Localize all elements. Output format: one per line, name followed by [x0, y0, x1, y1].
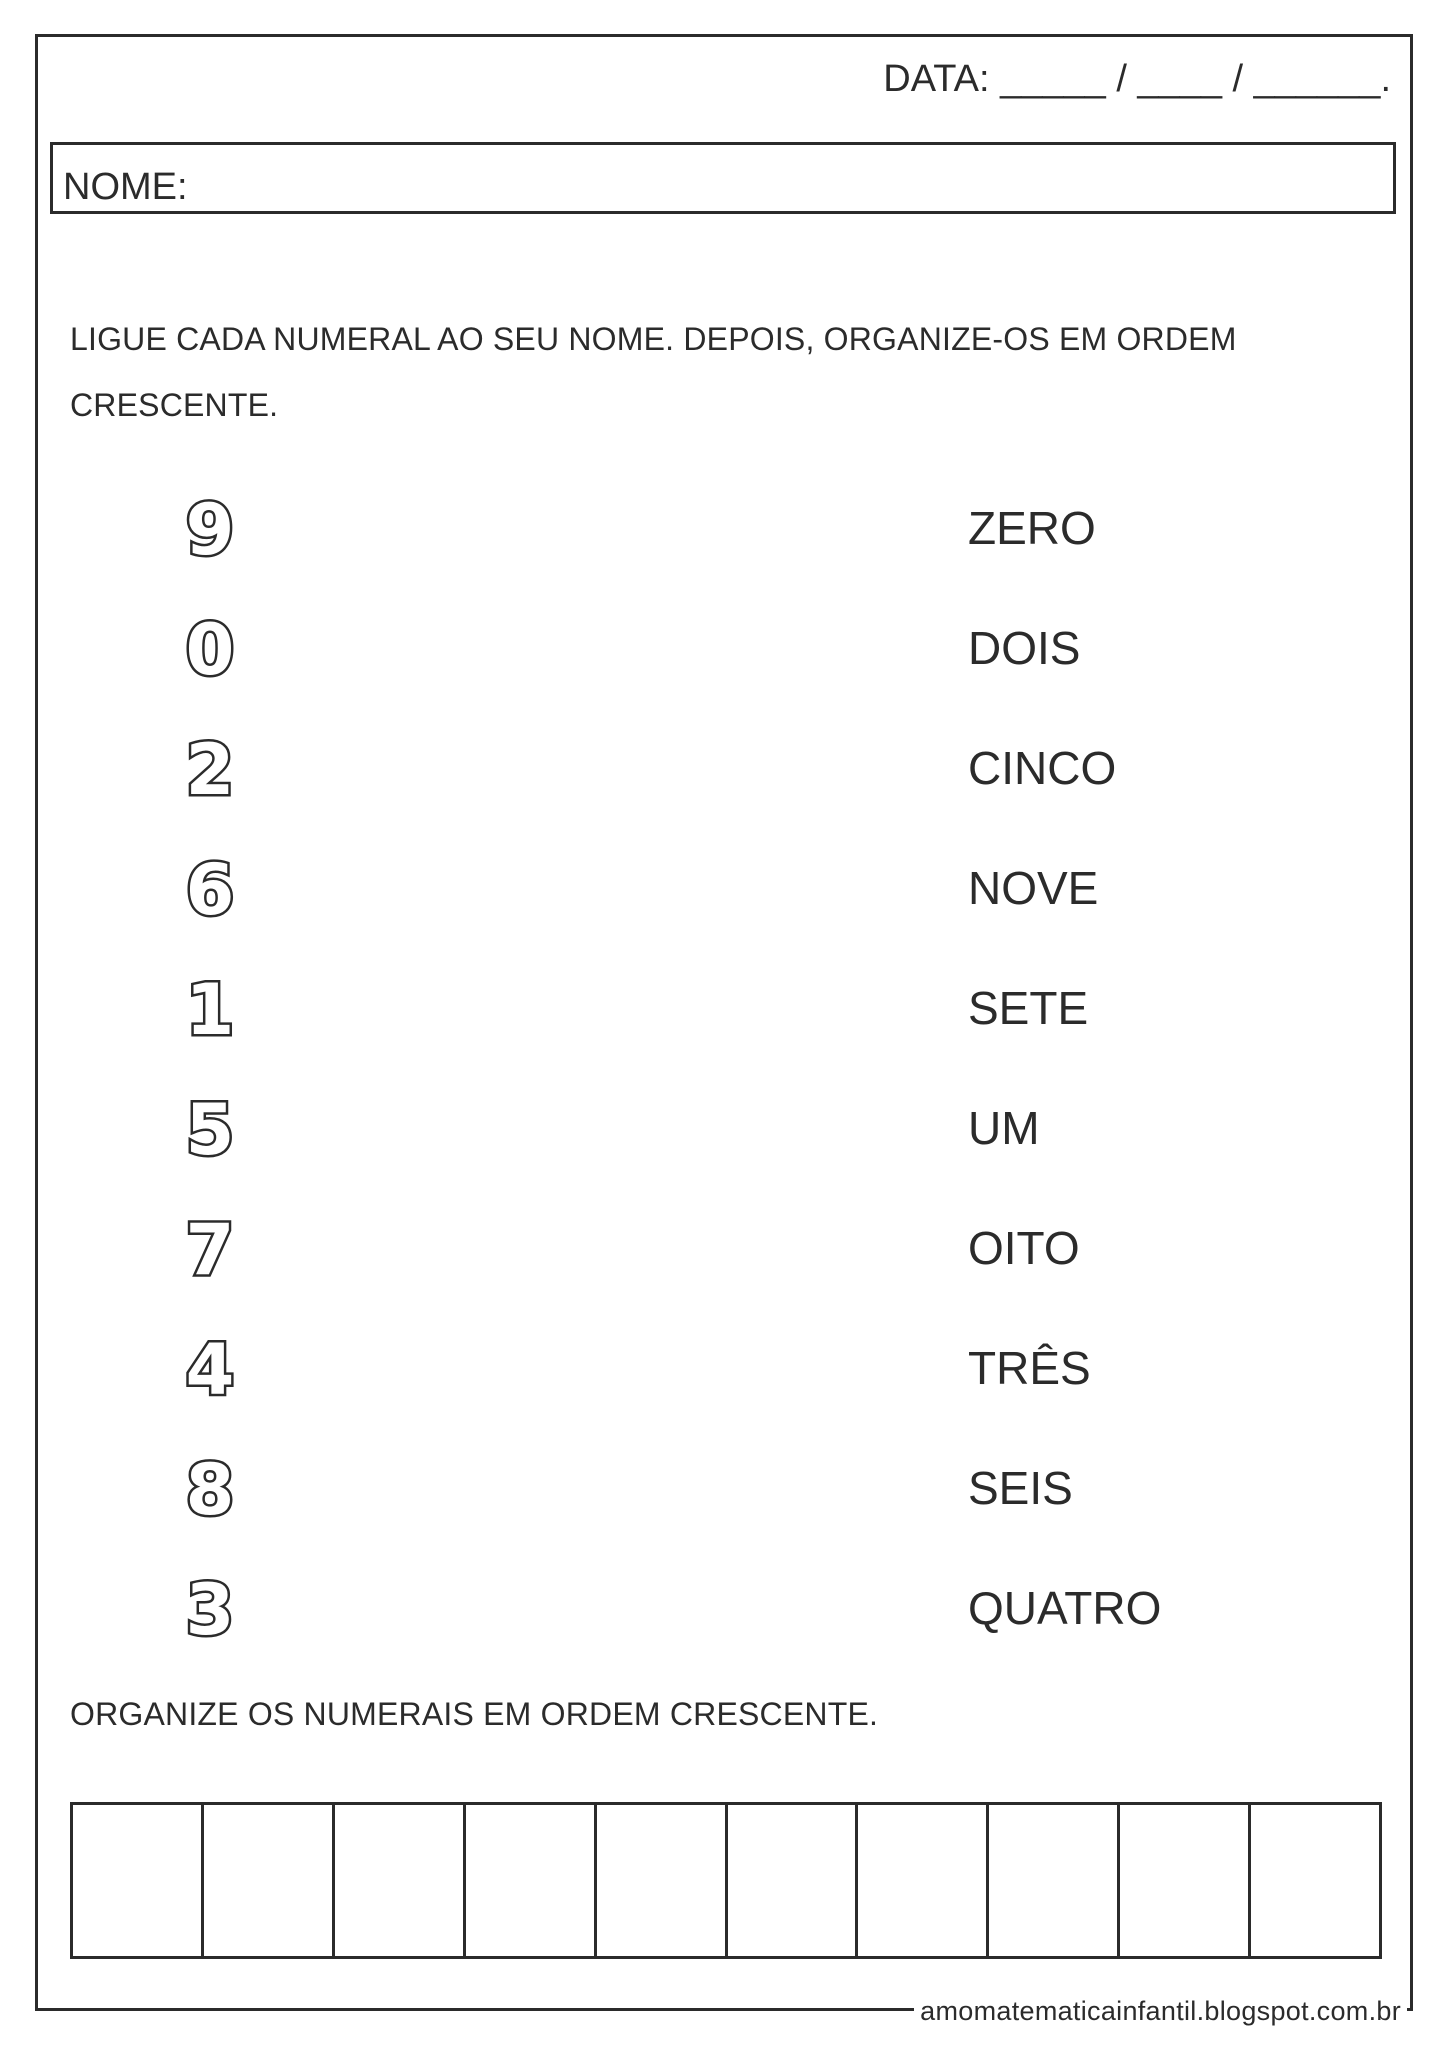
answer-box[interactable]	[1120, 1805, 1251, 1956]
answer-box[interactable]	[335, 1805, 466, 1956]
organize-instruction: ORGANIZE OS NUMERAIS EM ORDEM CRESCENTE.	[70, 1696, 879, 1732]
instructions: LIGUE CADA NUMERAL AO SEU NOME. DEPOIS, ORGANIZE-OS EM ORDEM CRESCENTE.	[70, 321, 1237, 423]
answer-boxes	[70, 1802, 1382, 1959]
numeral-item: 6	[185, 849, 235, 931]
answer-box[interactable]	[466, 1805, 597, 1956]
numeral-item: 3	[185, 1569, 235, 1651]
numeral-item: 9	[185, 489, 235, 571]
answer-box[interactable]	[989, 1805, 1120, 1956]
number-word-item: OITO	[968, 1222, 1080, 1274]
number-word-item: UM	[968, 1102, 1040, 1154]
answer-box[interactable]	[204, 1805, 335, 1956]
number-word-item: SETE	[968, 982, 1089, 1034]
numeral-item: 2	[185, 729, 235, 811]
numeral-item: 5	[185, 1089, 235, 1171]
answer-box[interactable]	[1251, 1805, 1379, 1956]
number-word-item: SEIS	[968, 1462, 1073, 1514]
number-word-item: QUATRO	[968, 1582, 1162, 1634]
numeral-item: 7	[185, 1209, 235, 1291]
footer-site: amomatematicainfantil.blogspot.com.br	[914, 1996, 1407, 2027]
number-word-item: ZERO	[968, 502, 1096, 554]
answer-box[interactable]	[728, 1805, 859, 1956]
name-label: NOME:	[63, 166, 188, 208]
answer-box[interactable]	[858, 1805, 989, 1956]
numeral-item: 8	[185, 1449, 235, 1531]
answer-box[interactable]	[597, 1805, 728, 1956]
numeral-item: 1	[185, 969, 235, 1051]
number-word-item: CINCO	[968, 742, 1117, 794]
name-field[interactable]	[50, 142, 1396, 214]
answer-box[interactable]	[73, 1805, 204, 1956]
numeral-item: 0	[185, 609, 235, 691]
number-word-item: DOIS	[968, 622, 1081, 674]
date-line: DATA: _____ / ____ / ______.	[883, 58, 1391, 100]
number-word-item: TRÊS	[968, 1342, 1091, 1394]
numeral-item: 4	[185, 1329, 235, 1411]
number-word-item: NOVE	[968, 862, 1099, 914]
